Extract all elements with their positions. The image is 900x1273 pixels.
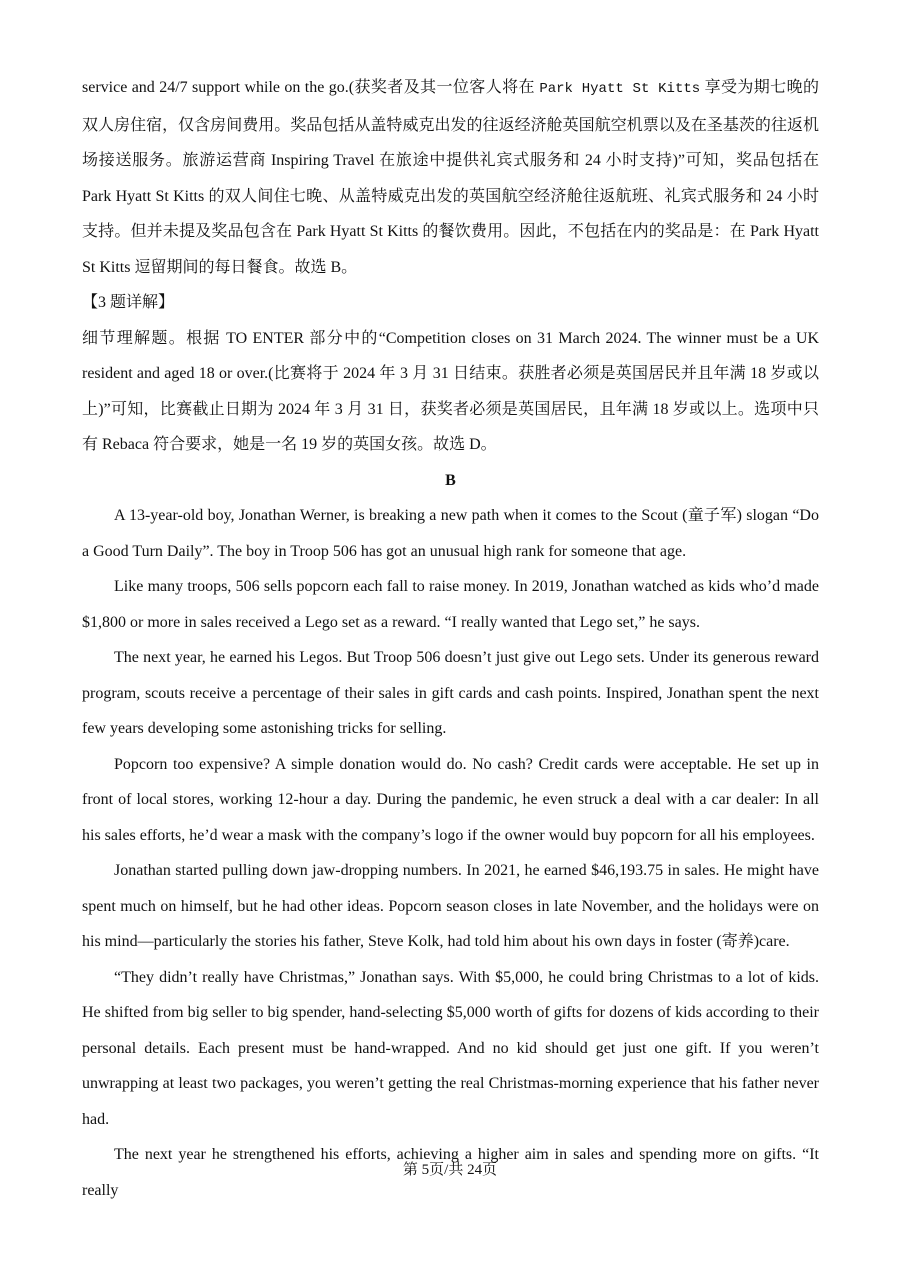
q3-heading: 【3 题详解】 (82, 294, 175, 311)
passage-paragraph: The next year, he earned his Legos. But Troop 506 doesn’t just give out Lego sets. Under its generous reward program, scouts receive a percentage of their sales in gift cards and cash points. Inspired, Jonathan spent the next few years developing some astonishing tricks for selling. (82, 649, 819, 737)
answer-explanation-q3: 细节理解题。根据 TO ENTER 部分中的“Competition closes on 31 March 2024. The winner must be a UK resident and aged 18 or over.(比赛将于 2024 年 3 月 31 日结束。获胜者必须是英国居民并且年满 18 岁或以上)”可知，比赛截止日期为 2024 年 3 月 31 日，获奖者必须是英国居民，且年满 18 岁或以上。选项中只有 Rebaca 符合要求，她是一名 19 岁的英国女孩。故选 D。 (82, 329, 819, 453)
document-page (82, 70, 819, 1208)
passage-paragraph: A 13-year-old boy, Jonathan Werner, is breaking a new path when it comes to the Scout (童子军) slogan “Do a Good Turn Daily”. The boy in Troop 506 has got an unusual high rank for someone that age. (82, 507, 819, 560)
answer-explanation-q2 (82, 70, 819, 285)
section-heading-b: B (445, 471, 456, 489)
passage-paragraph: Jonathan started pulling down jaw-dropping numbers. In 2021, he earned $46,193.75 in sales. He might have spent much on himself, but he had other ideas. Popcorn season closes in late November, and the holidays were on his mind—particularly the stories his father, Steve Kolk, had told him about his own days in foster (寄养)care. (82, 862, 819, 950)
passage-paragraph: Like many troops, 506 sells popcorn each fall to raise money. In 2019, Jonathan watched as kids who’d made $1,800 or more in sales received a Lego set as a reward. “I really wanted that Lego set,” he says. (82, 578, 819, 631)
page-number-footer: 第 5页/共 24页 (402, 1162, 498, 1178)
hotel-name-mono: Park Hyatt St Kitts (539, 81, 701, 97)
passage-paragraph: “They didn’t really have Christmas,” Jonathan says. With $5,000, he could bring Christmas to a lot of kids. He shifted from big seller to big spender, hand-selecting $5,000 worth of gifts for dozens of kids according to their personal details. Each present must be hand-wrapped. And no kid should get just one gift. If you weren’t unwrapping at least two packages, you weren’t getting the real Christmas-morning experience that his father never had. (82, 968, 819, 1128)
passage-paragraph: Popcorn too expensive? A simple donation would do. No cash? Credit cards were acceptable. He set up in front of local stores, working 12-hour a day. During the pandemic, he even struck a deal with a car dealer: In all his sales efforts, he’d wear a mask with the company’s logo if the owner would buy popcorn for all his employees. (82, 755, 819, 844)
passage-paragraph: The next year he strengthened his efforts, achieving a higher aim in sales and spending more on gifts. “It really (82, 1146, 819, 1199)
explanation-text: service and 24/7 support while on the go.(获奖者及其一位客人将在 (82, 79, 540, 96)
explanation-text-cont: 享受为期七晚的双人房住宿，仅含房间费用。奖品包括从盖特威克出发的往返经济舱英国航空机票以及在圣基茨的往返机场接送服务。旅游运营商 Inspiring Travel 在旅途中提供礼宾式服务和 24 小时支持)”可知，奖品包括在 Park Hyatt St Kitts 的双人间住七晚、从盖特威克出发的英国航空经济舱往返航班、礼宾式服务和 24 小时支持。但并未提及奖品包含在 Park Hyatt St Kitts 的餐饮费用。因此，不包括在内的奖品是：在 Park Hyatt St Kitts 逗留期间的每日餐食。故选 B。 (82, 79, 819, 276)
